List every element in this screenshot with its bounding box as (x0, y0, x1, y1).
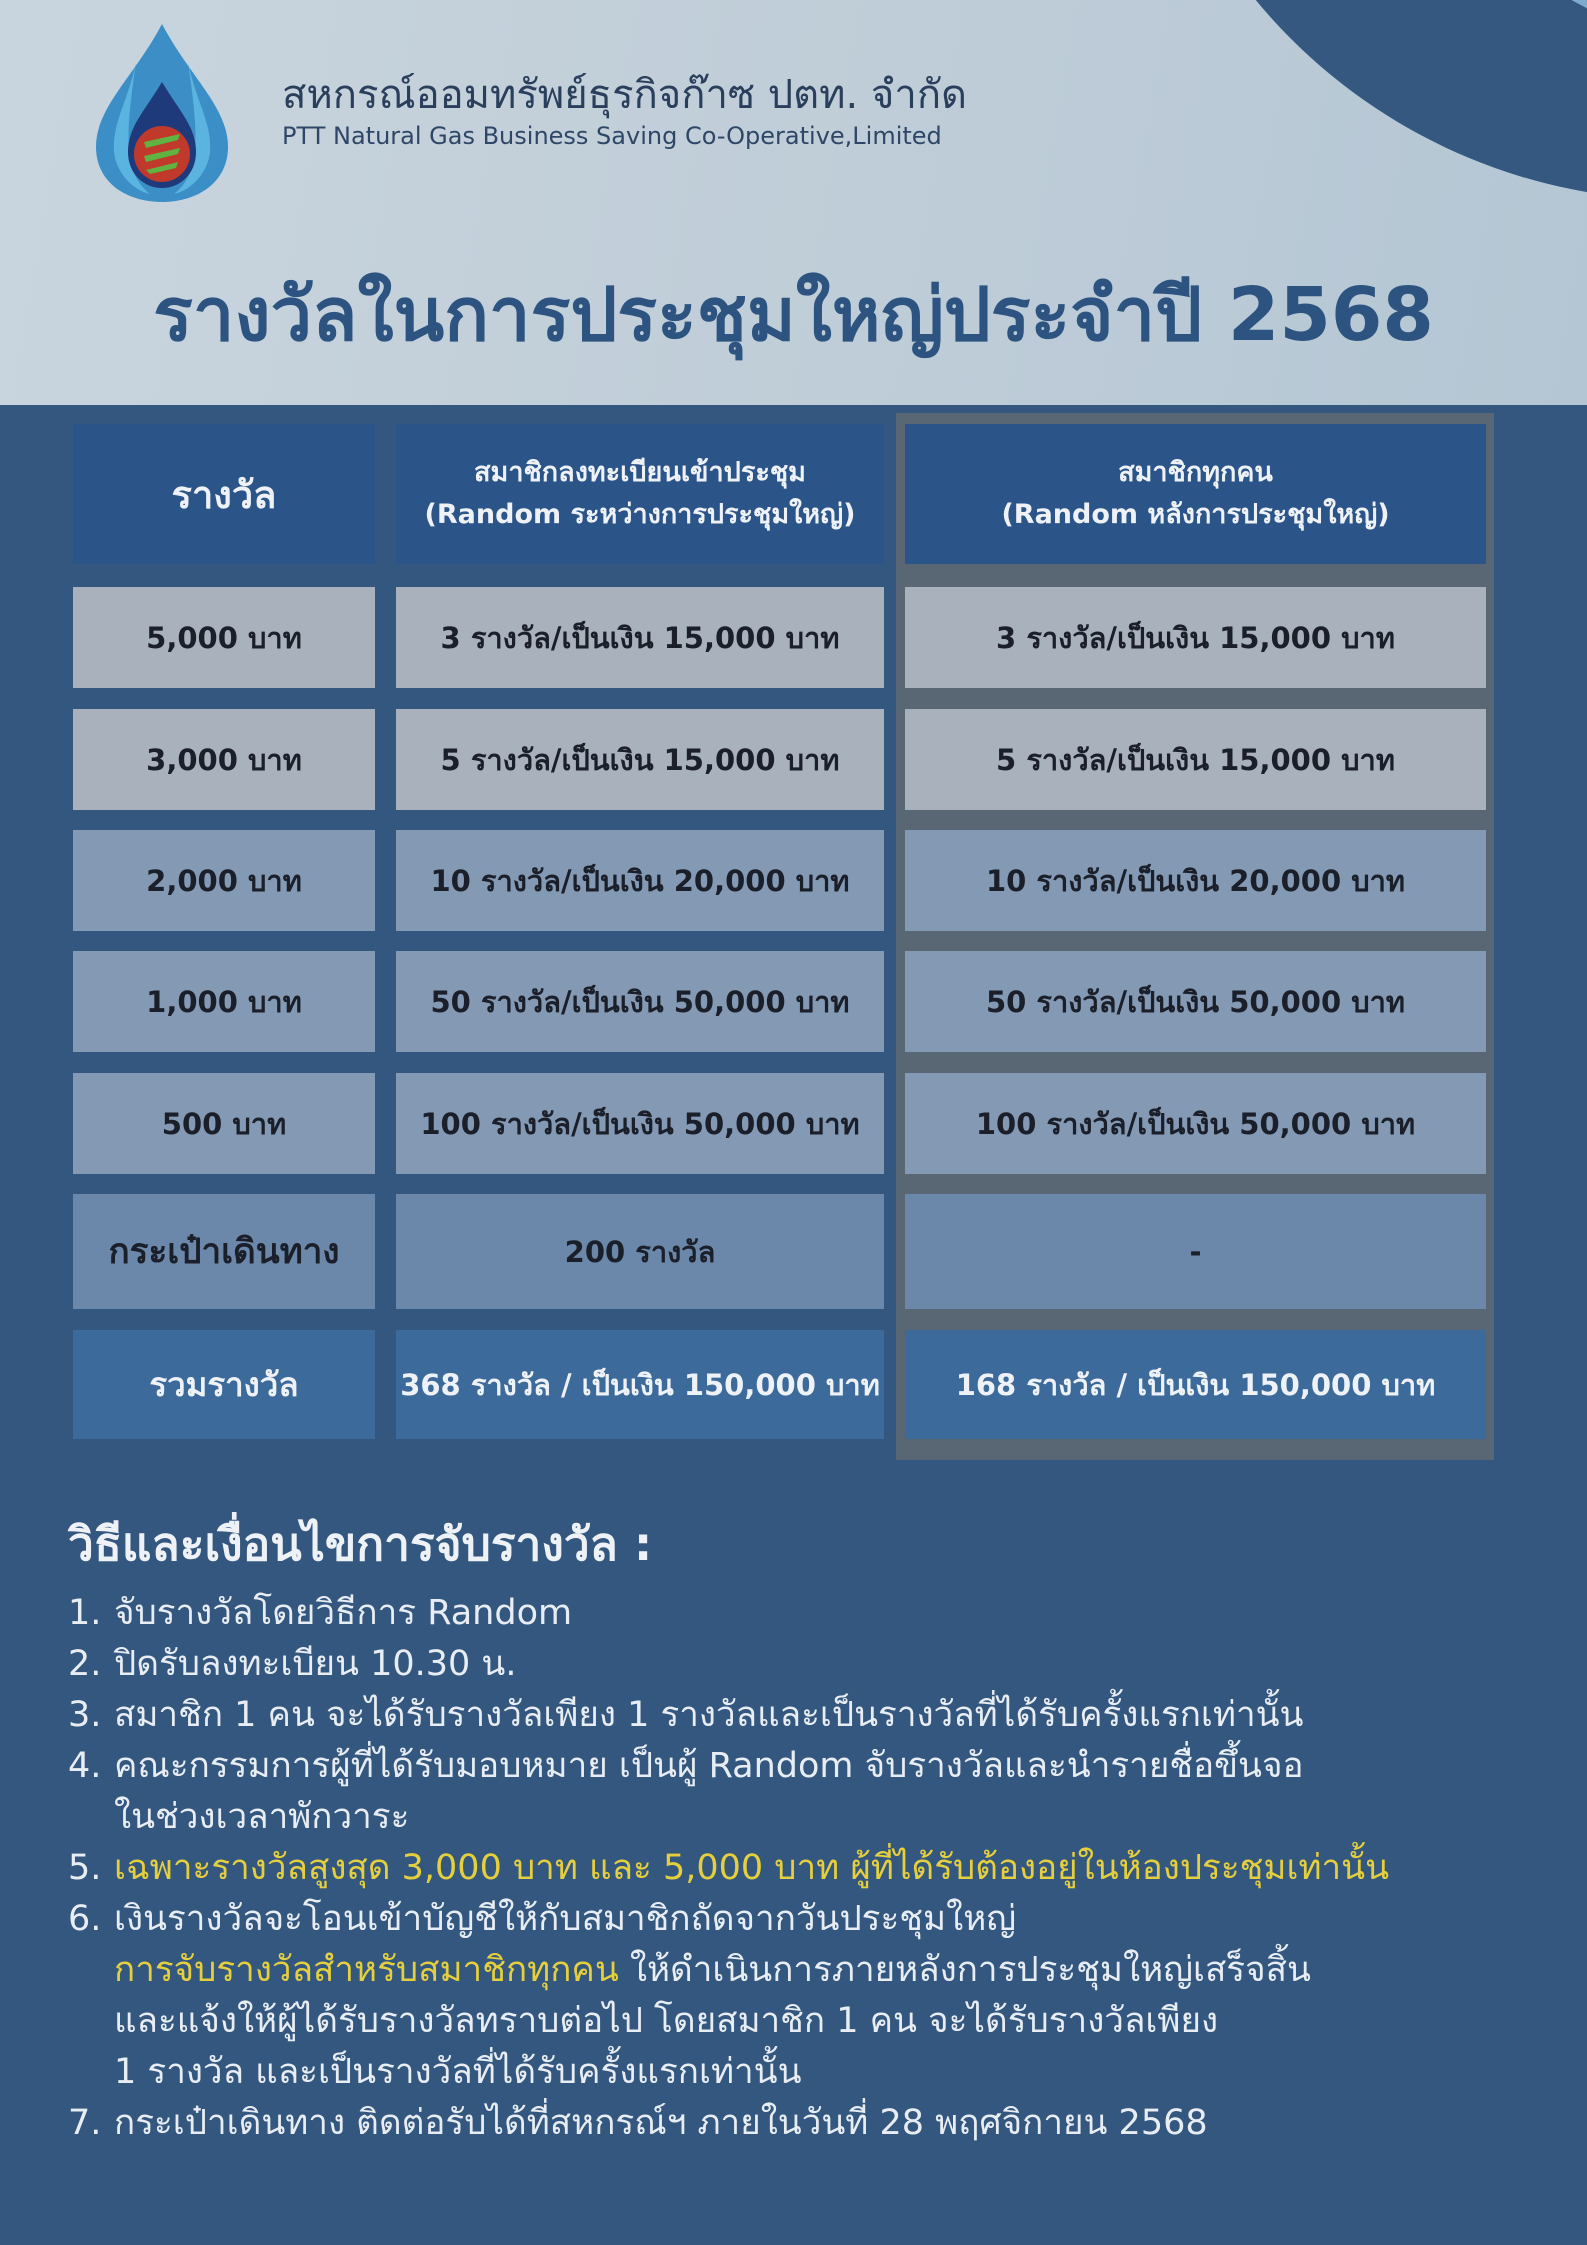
list-number: 2. (68, 1644, 102, 1684)
header-banner (0, 0, 1587, 405)
table-cell-registered: 3 รางวัล/เป็นเงิน 15,000 บาท (396, 587, 884, 688)
list-text-highlight: การจับรางวัลสำหรับสมาชิกทุกคน (114, 1950, 619, 1990)
table-cell-registered: 5 รางวัล/เป็นเงิน 15,000 บาท (396, 709, 884, 810)
list-text: ในช่วงเวลาพักวาระ (114, 1797, 410, 1837)
table-cell-prize: 2,000 บาท (73, 830, 375, 931)
rules-list (68, 1588, 1568, 2149)
table-cell-registered: 10 รางวัล/เป็นเงิน 20,000 บาท (396, 830, 884, 931)
table-cell-all: 100 รางวัล/เป็นเงิน 50,000 บาท (905, 1073, 1486, 1174)
table-cell-prize: 5,000 บาท (73, 587, 375, 688)
list-item (68, 1843, 1568, 1894)
list-item (68, 1741, 1568, 1792)
list-text: สมาชิก 1 คน จะได้รับรางวัลเพียง 1 รางวัลและเป็นรางวัลที่ได้รับครั้งแรกเท่านั้น (114, 1695, 1304, 1735)
table-total-all: 168 รางวัล / เป็นเงิน 150,000 บาท (905, 1330, 1486, 1439)
table-cell-all: 5 รางวัล/เป็นเงิน 15,000 บาท (905, 709, 1486, 810)
table-cell-registered: 50 รางวัล/เป็นเงิน 50,000 บาท (396, 951, 884, 1052)
header-registered-line1: สมาชิกลงทะเบียนเข้าประชุม (474, 457, 806, 488)
table-cell-all: 10 รางวัล/เป็นเงิน 20,000 บาท (905, 830, 1486, 931)
header-registered-members (396, 424, 884, 564)
table-cell-all: 3 รางวัล/เป็นเงิน 15,000 บาท (905, 587, 1486, 688)
list-text: เงินรางวัลจะโอนเข้าบัญชีให้กับสมาชิกถัดจากวันประชุมใหญ่ (114, 1899, 1017, 1939)
table-cell-prize: 500 บาท (73, 1073, 375, 1174)
list-number: 1. (68, 1593, 102, 1633)
header-all-members (905, 424, 1486, 564)
list-text: ปิดรับลงทะเบียน 10.30 น. (114, 1644, 517, 1684)
org-name-thai: สหกรณ์ออมทรัพย์ธุรกิจก๊าซ ปตท. จำกัด (282, 72, 968, 118)
page-title: รางวัลในการประชุมใหญ่ประจำปี 2568 (153, 272, 1434, 358)
table-cell-prize: 1,000 บาท (73, 951, 375, 1052)
header-all-line2: (Random หลังการประชุมใหญ่) (1001, 499, 1390, 530)
list-number: 5. (68, 1848, 102, 1888)
list-number: 4. (68, 1746, 102, 1786)
table-cell-registered: 200 รางวัล (396, 1194, 884, 1309)
list-text: จับรางวัลโดยวิธีการ Random (114, 1593, 573, 1633)
list-text-highlight: เฉพาะรางวัลสูงสุด 3,000 บาท และ 5,000 บาท ผู้ที่ได้รับต้องอยู่ในห้องประชุมเท่านั้น (114, 1848, 1390, 1888)
table-cell-registered: 100 รางวัล/เป็นเงิน 50,000 บาท (396, 1073, 884, 1174)
table-total-registered: 368 รางวัล / เป็นเงิน 150,000 บาท (396, 1330, 884, 1439)
header-prize: รางวัล (73, 424, 375, 564)
list-item-continuation (68, 2047, 1568, 2098)
list-text: 1 รางวัล และเป็นรางวัลที่ได้รับครั้งแรกเท่านั้น (114, 2052, 802, 2092)
list-text: คณะกรรมการผู้ที่ได้รับมอบหมาย เป็นผู้ Random จับรางวัลและนำรายชื่อขึ้นจอ (114, 1746, 1304, 1786)
list-item (68, 2098, 1568, 2149)
header-all-line1: สมาชิกทุกคน (1118, 457, 1273, 488)
list-text: กระเป๋าเดินทาง ติดต่อรับได้ที่สหกรณ์ฯ ภายในวันที่ 28 พฤศจิกายน 2568 (114, 2103, 1208, 2143)
list-item-continuation (68, 1792, 1568, 1843)
table-cell-prize: 3,000 บาท (73, 709, 375, 810)
list-item (68, 1588, 1568, 1639)
list-item (68, 1690, 1568, 1741)
table-cell-all: - (905, 1194, 1486, 1309)
list-item (68, 1639, 1568, 1690)
ptt-flame-logo-icon (92, 22, 232, 202)
table-cell-all: 50 รางวัล/เป็นเงิน 50,000 บาท (905, 951, 1486, 1052)
list-number: 6. (68, 1899, 102, 1939)
org-name-english: PTT Natural Gas Business Saving Co-Operative,Limited (282, 122, 942, 150)
list-number: 7. (68, 2103, 102, 2143)
list-item-continuation (68, 1996, 1568, 2047)
list-text: ให้ดำเนินการภายหลังการประชุมใหญ่เสร็จสิ้น (618, 1950, 1311, 1990)
list-item (68, 1894, 1568, 1945)
table-cell-prize: กระเป๋าเดินทาง (73, 1194, 375, 1309)
list-number: 3. (68, 1695, 102, 1735)
list-item-continuation (68, 1945, 1568, 1996)
list-text: และแจ้งให้ผู้ได้รับรางวัลทราบต่อไป โดยสมาชิก 1 คน จะได้รับรางวัลเพียง (114, 2001, 1219, 2041)
header-registered-line2: (Random ระหว่างการประชุมใหญ่) (424, 499, 856, 530)
table-total-label: รวมรางวัล (73, 1330, 375, 1439)
rules-heading: วิธีและเงื่อนไขการจับรางวัล : (68, 1517, 653, 1571)
decorative-arc (1130, 0, 1587, 200)
